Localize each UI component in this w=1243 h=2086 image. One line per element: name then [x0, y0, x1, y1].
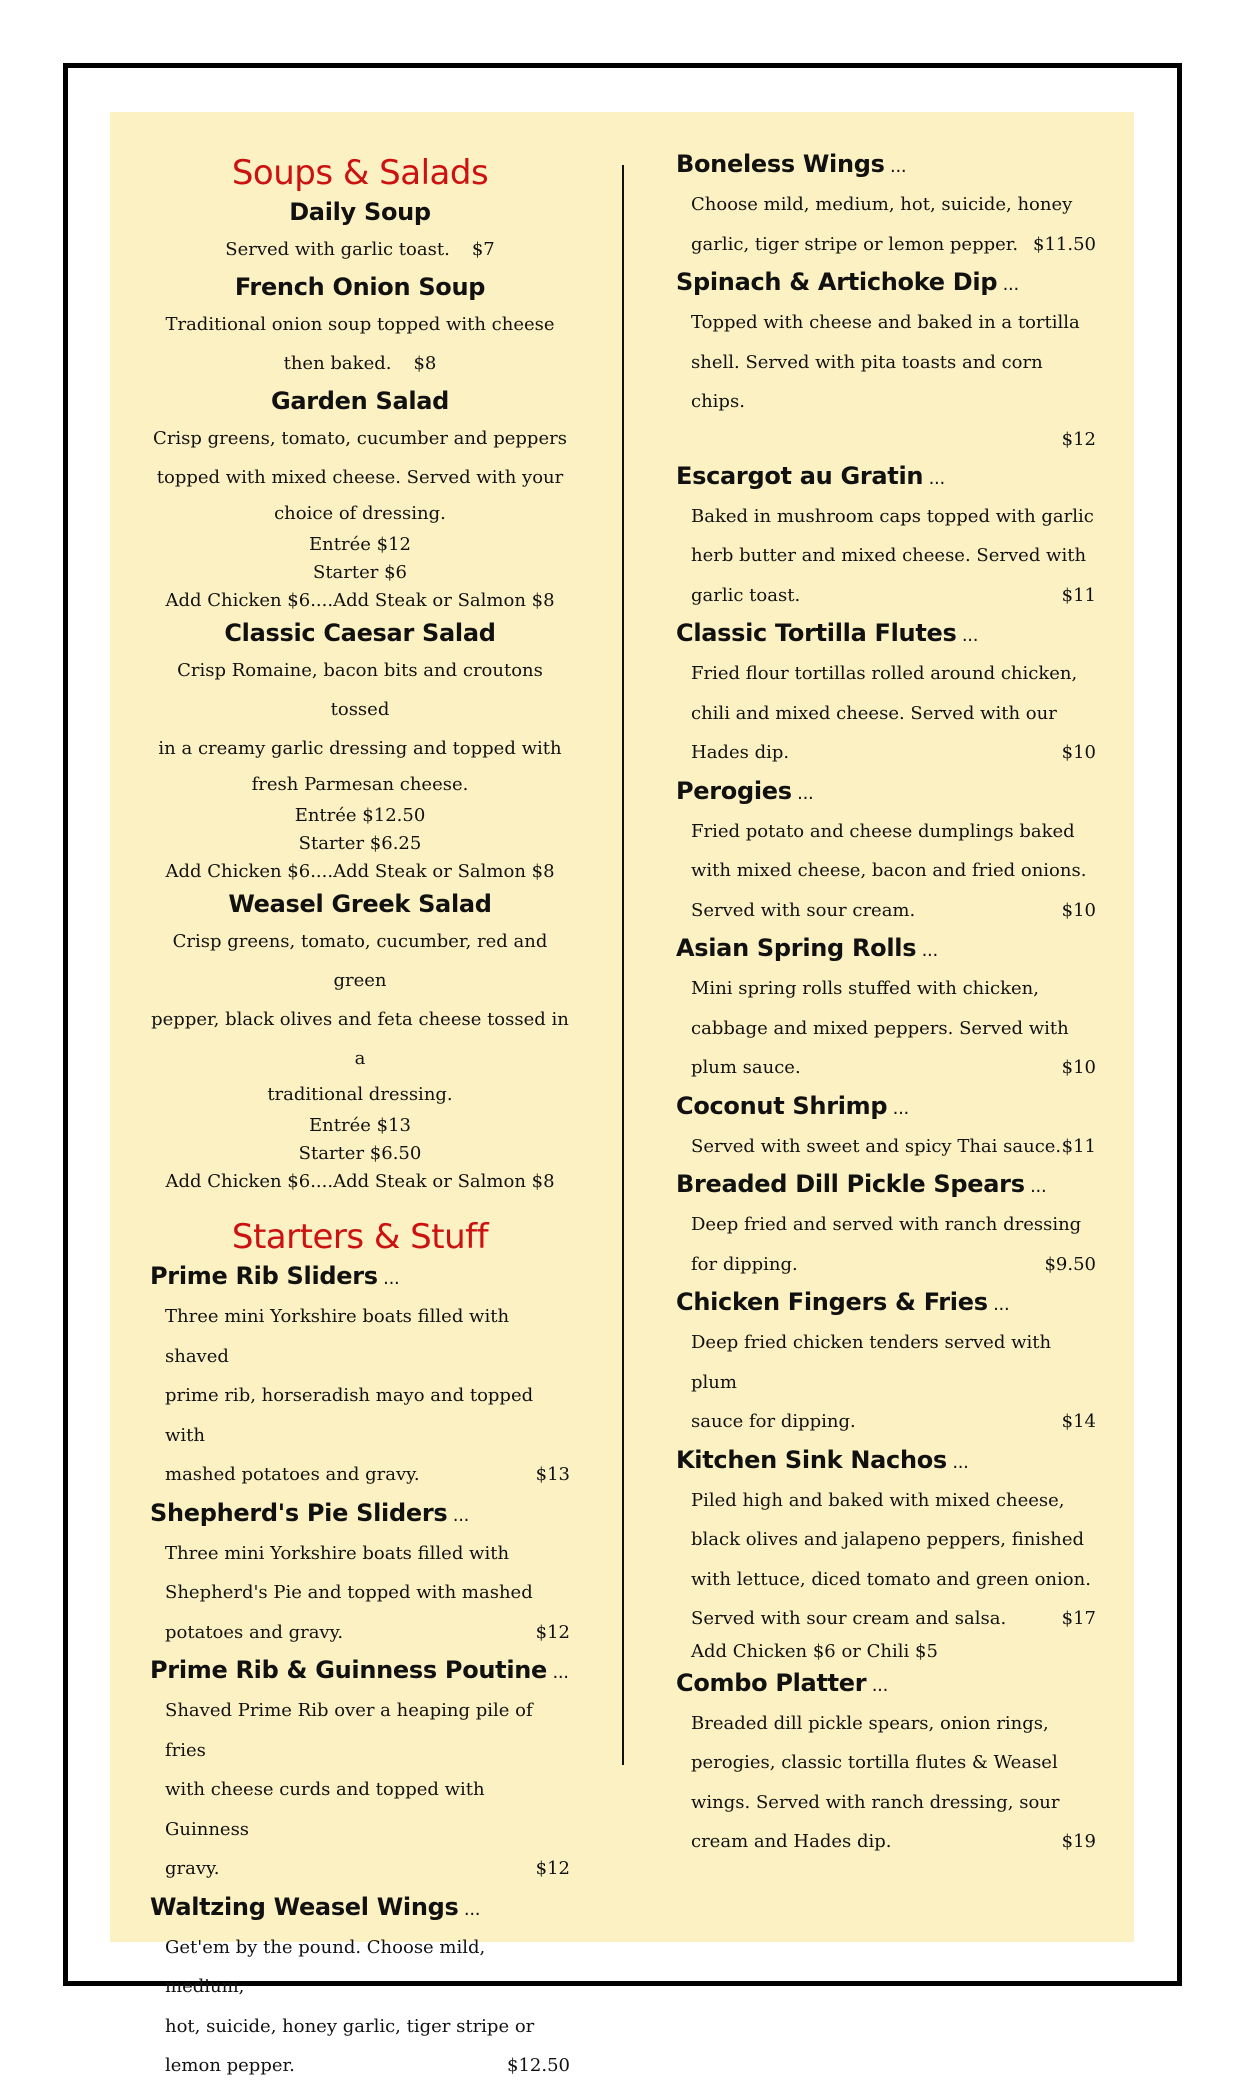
menu-item: [676, 458, 1096, 616]
item-desc-line: Breaded dill pickle spears, onion rings,: [691, 1712, 1049, 1734]
french-onion-desc-1: Traditional onion soup topped with cheese: [165, 314, 555, 335]
item-price: $12: [535, 1621, 570, 1643]
item-title: [676, 1284, 1096, 1323]
item-dots: ...: [916, 940, 938, 961]
item-desc-line: with lettuce, diced tomato and green onion.: [691, 1568, 1091, 1590]
item-name: Coconut Shrimp: [676, 1091, 888, 1120]
item-title: [676, 1166, 1096, 1205]
item-title: [676, 930, 1096, 969]
item-desc-last: [150, 1455, 570, 1495]
item-desc-last: [676, 1599, 1096, 1639]
starters-heading: Starters & Stuff: [231, 1217, 489, 1257]
item-name: Chicken Fingers & Fries: [676, 1288, 988, 1316]
item-dots: ...: [547, 1662, 569, 1683]
item-desc-last: [676, 225, 1096, 265]
greek-salad-desc-3: traditional dressing.: [267, 1084, 453, 1105]
item-dots: ...: [997, 274, 1019, 295]
item-desc-line: shell. Served with pita toasts and corn chips.: [691, 351, 1043, 412]
item-desc-line: for dipping.: [691, 1253, 798, 1275]
item-title: [676, 1442, 1096, 1481]
greek-salad-entree: Entrée $13: [309, 1115, 411, 1136]
item-desc-last: [676, 1245, 1096, 1285]
left-column: [150, 152, 570, 2086]
item-addon: Add Chicken $6 or Chili $5: [691, 1640, 938, 1662]
garden-salad-starter: Starter $6: [312, 562, 408, 583]
item-name: Prime Rib & Guinness Poutine: [150, 1656, 548, 1684]
garden-salad-desc-2: topped with mixed cheese. Served with your: [156, 467, 564, 488]
caesar-salad-title: Classic Caesar Salad: [224, 619, 496, 647]
item-title: [150, 1652, 570, 1691]
item-desc-line: potatoes and gravy.: [165, 1621, 344, 1643]
caesar-salad-desc-1: Crisp Romaine, bacon bits and croutons tossed: [177, 660, 543, 720]
caesar-salad-entree: Entrée $12.50: [294, 805, 426, 826]
item-name: Combo Platter: [676, 1668, 867, 1697]
menu-item: [150, 1652, 570, 1889]
item-desc-line: Three mini Yorkshire boats filled with shaved: [165, 1306, 510, 1367]
caesar-salad-desc-3: fresh Parmesan cheese.: [251, 774, 469, 795]
item-desc-line: Shaved Prime Rib over a heaping pile of fries: [165, 1700, 533, 1761]
item-desc-last: [150, 1849, 570, 1889]
item-desc-last: [676, 576, 1096, 616]
item-desc-last: [150, 1613, 570, 1653]
french-onion-desc-2: [150, 344, 570, 383]
item-desc-last: [676, 733, 1096, 773]
item-price: $10: [1061, 742, 1096, 763]
item-name: Waltzing Weasel Wings: [150, 1892, 459, 1921]
item-price: $19: [1061, 1831, 1096, 1852]
item-desc-line: Choose mild, medium, hot, suicide, honey: [691, 194, 1073, 215]
garden-salad-desc-3: choice of dressing.: [274, 503, 446, 524]
item-desc-line: sauce for dipping.: [691, 1411, 856, 1432]
item-desc-last: [676, 1402, 1096, 1442]
item-desc-line: Deep fried and served with ranch dressing: [691, 1214, 1082, 1235]
item-name: Shepherd's Pie Sliders: [150, 1498, 448, 1527]
item-price: $14: [1061, 1411, 1096, 1432]
item-name: Kitchen Sink Nachos: [676, 1445, 947, 1474]
item-desc-line: Piled high and baked with mixed cheese,: [691, 1489, 1065, 1511]
daily-soup-desc-text: Served with garlic toast.: [225, 239, 450, 260]
item-desc-last: [150, 2046, 570, 2086]
item-dots: ...: [956, 625, 979, 646]
menu-item: [676, 1442, 1096, 1665]
item-title: [150, 1495, 570, 1534]
item-title: [676, 615, 1096, 654]
daily-soup-desc: [150, 230, 570, 269]
item-desc-line: herb butter and mixed cheese. Served with: [691, 545, 1087, 566]
item-desc-line: mashed potatoes and gravy.: [165, 1464, 420, 1485]
item-dots: ...: [1024, 1176, 1047, 1197]
caesar-salad-desc-2: in a creamy garlic dressing and topped with: [158, 738, 562, 759]
menu-item: [676, 1665, 1096, 1862]
item-desc-line: Get'em by the pound. Choose mild, medium,: [165, 1936, 486, 1997]
item-desc-line: Fried potato and cheese dumplings baked: [691, 820, 1075, 842]
item-dots: ...: [987, 1294, 1010, 1315]
garden-salad-addon: Add Chicken $6....Add Steak or Salmon $8: [165, 590, 555, 611]
item-dots: ...: [791, 782, 814, 804]
item-desc-line: Mini spring rolls stuffed with chicken,: [691, 978, 1039, 999]
item-price: $12.50: [507, 2055, 570, 2076]
item-desc-line: hot, suicide, honey garlic, tiger stripe or: [165, 2015, 535, 2037]
item-desc-line: with mixed cheese, bacon and fried onions.: [691, 860, 1087, 881]
item-price: $11: [1061, 584, 1096, 606]
item-title: [676, 773, 1096, 812]
item-desc-line: wings. Served with ranch dressing, sour: [691, 1791, 1060, 1813]
item-dots: ...: [377, 1268, 400, 1289]
item-desc-line: perogies, classic tortilla flutes & Weasel: [691, 1752, 1058, 1773]
item-name: Prime Rib Sliders: [150, 1262, 378, 1290]
menu-item: [676, 1088, 1096, 1167]
item-desc-line: Shepherd's Pie and topped with mashed: [165, 1582, 533, 1603]
greek-salad-desc-2: pepper, black olives and feta cheese tossed in a: [151, 1009, 569, 1069]
french-onion-title: French Onion Soup: [234, 273, 486, 301]
item-title: [676, 1088, 1096, 1127]
item-title: [676, 264, 1096, 303]
item-desc-line: chili and mixed cheese. Served with our: [691, 702, 1057, 724]
menu-item: [676, 773, 1096, 931]
item-dots: ...: [866, 1674, 888, 1696]
item-price: $13: [535, 1464, 570, 1485]
item-price: $12: [535, 1858, 570, 1879]
garden-salad-desc-1: Crisp greens, tomato, cucumber and peppers: [153, 428, 567, 449]
item-name: Spinach & Artichoke Dip: [676, 268, 998, 296]
caesar-salad-starter: Starter $6.25: [298, 833, 422, 854]
menu-item: [676, 1166, 1096, 1284]
soups-salads-heading: Soups & Salads: [231, 153, 489, 193]
item-desc-line: garlic, tiger stripe or lemon pepper.: [691, 233, 1019, 255]
menu-item: [676, 1284, 1096, 1442]
item-name: Asian Spring Rolls: [676, 934, 917, 962]
item-title: [676, 458, 1096, 497]
menu-item: [676, 146, 1096, 264]
greek-salad-starter: Starter $6.50: [298, 1143, 422, 1164]
item-desc-line: garlic toast.: [691, 584, 801, 606]
item-title: [150, 1258, 570, 1297]
item-desc-line: Three mini Yorkshire boats filled with: [165, 1542, 510, 1564]
item-price: $11.50: [1033, 233, 1096, 255]
garden-salad-entree: Entrée $12: [309, 534, 411, 555]
item-desc-line: Served with sour cream and salsa.: [691, 1608, 1007, 1629]
item-price: $12: [1061, 428, 1096, 450]
greek-salad-title: Weasel Greek Salad: [228, 890, 492, 918]
item-name: Perogies: [676, 776, 792, 805]
item-desc-line: cream and Hades dip.: [691, 1831, 892, 1852]
item-desc-line: cabbage and mixed peppers. Served with: [691, 1017, 1069, 1039]
item-price: $10: [1061, 899, 1096, 921]
item-title: [676, 146, 1096, 185]
item-dots: ...: [458, 1898, 481, 1920]
daily-soup-price: $7: [471, 239, 495, 260]
item-name: Escargot au Gratin: [676, 461, 924, 490]
item-price: $17: [1061, 1608, 1096, 1629]
item-title: [676, 1665, 1096, 1704]
item-desc-line: Served with sweet and spicy Thai sauce.: [691, 1135, 1062, 1157]
item-desc-line: Fried flour tortillas rolled around chicken,: [691, 663, 1078, 684]
item-desc-line: Served with sour cream.: [691, 899, 916, 921]
caesar-salad-addon: Add Chicken $6....Add Steak or Salmon $8: [165, 861, 555, 882]
greek-salad-addon: Add Chicken $6....Add Steak or Salmon $8: [165, 1171, 555, 1192]
garden-salad-title: Garden Salad: [270, 387, 450, 415]
item-desc-line: Deep fried chicken tenders served with plum: [691, 1332, 1052, 1393]
item-desc-line: with cheese curds and topped with Guinness: [165, 1779, 485, 1840]
item-desc-line: black olives and jalapeno peppers, finished: [691, 1529, 1085, 1550]
item-dots: ...: [884, 156, 907, 177]
column-divider: [622, 165, 624, 1765]
item-price: $11: [1061, 1135, 1096, 1157]
item-title: [150, 1889, 570, 1928]
item-desc-last: [676, 1048, 1096, 1088]
item-name: Breaded Dill Pickle Spears: [676, 1170, 1025, 1198]
item-name: Classic Tortilla Flutes: [676, 619, 957, 647]
french-onion-desc-2-text: then baked.: [283, 353, 392, 374]
item-desc-last: [676, 1822, 1096, 1862]
menu-item: [676, 615, 1096, 773]
daily-soup-title: Daily Soup: [289, 198, 431, 226]
item-desc-line: Hades dip.: [691, 742, 790, 763]
item-dots: ...: [946, 1451, 969, 1473]
item-price: $10: [1061, 1057, 1096, 1078]
menu-item: [150, 1889, 570, 2086]
item-price: $9.50: [1044, 1253, 1096, 1275]
item-desc-line: Topped with cheese and baked in a tortilla: [691, 312, 1080, 333]
item-desc-line: gravy.: [165, 1858, 220, 1879]
item-dots: ...: [923, 467, 945, 489]
item-desc-line: prime rib, horseradish mayo and topped with: [165, 1385, 534, 1446]
menu-item: [150, 1495, 570, 1653]
menu-item: [676, 264, 1096, 458]
greek-salad-desc-1: Crisp greens, tomato, cucumber, red and green: [172, 931, 548, 991]
item-dots: ...: [887, 1097, 909, 1119]
menu-item: [150, 1258, 570, 1495]
item-desc-line: plum sauce.: [691, 1057, 801, 1078]
item-dots: ...: [447, 1504, 470, 1526]
french-onion-price: $8: [413, 353, 437, 374]
item-desc-last: [676, 891, 1096, 931]
menu-item: [676, 930, 1096, 1088]
item-desc-line: lemon pepper.: [165, 2055, 295, 2076]
item-desc-last: [676, 1127, 1096, 1167]
item-desc-line: Baked in mushroom caps topped with garlic: [691, 505, 1094, 527]
right-column: [676, 146, 1096, 1862]
item-name: Boneless Wings: [676, 150, 885, 178]
